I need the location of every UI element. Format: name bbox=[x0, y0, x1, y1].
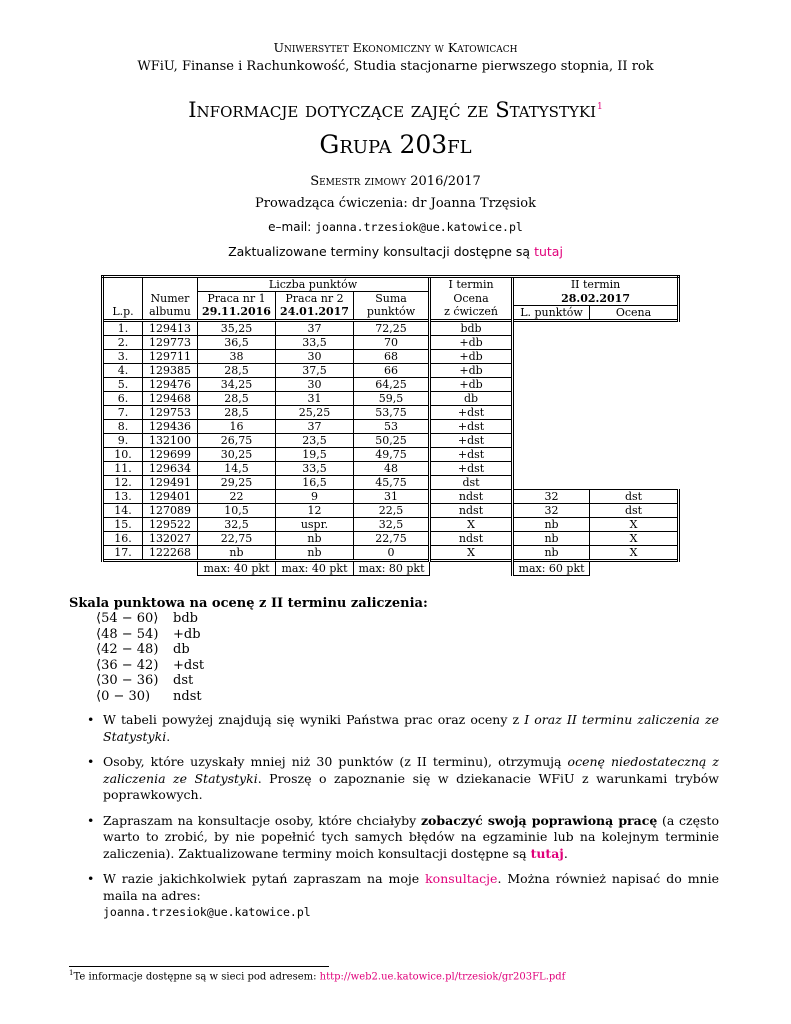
cell-suma: 66 bbox=[354, 363, 430, 377]
cell-ocena2: dst bbox=[590, 503, 679, 517]
cell-ocena1: bdb bbox=[430, 320, 513, 335]
cell-punkty2 bbox=[513, 433, 590, 447]
cell-suma: 70 bbox=[354, 335, 430, 349]
note-2: • Osoby, które uzyskały mniej niż 30 punktów (z II terminu), otrzymują ocenę niedostateczną z zaliczenia ze Statystyki. Proszę o zapoznanie się w dziekanacie WFiU z warunkami trybów poprawkowych. bbox=[89, 754, 719, 804]
cell-ocena1: db bbox=[430, 391, 513, 405]
cell-album: 129401 bbox=[143, 489, 198, 503]
cell-suma: 48 bbox=[354, 461, 430, 475]
consultation-page-link[interactable]: konsultacje bbox=[425, 871, 498, 886]
footnote: $^1$Te informacje dostępne są w sieci pod adresem: http://web2.ue.katowice.pl/trzesiok/gr203FL.pdf bbox=[69, 969, 566, 983]
cell-lp: 8. bbox=[103, 419, 143, 433]
cell-suma: 45,75 bbox=[354, 475, 430, 489]
table-row bbox=[103, 320, 679, 335]
title-footnote-link[interactable]: 1 bbox=[597, 102, 603, 112]
cell-ocena2 bbox=[590, 405, 679, 419]
scale-heading: Skala punktowa na ocenę z II terminu zaliczenia: bbox=[69, 596, 428, 611]
cell-lp: 11. bbox=[103, 461, 143, 475]
table-row bbox=[103, 531, 679, 545]
table-row bbox=[103, 503, 679, 517]
cell-praca1: 14,5 bbox=[198, 461, 276, 475]
cell-ocena1: ndst bbox=[430, 531, 513, 545]
cell-album: 129753 bbox=[143, 405, 198, 419]
cell-lp: 1. bbox=[103, 320, 143, 335]
cell-praca2: 9 bbox=[276, 489, 354, 503]
cell-praca2: 12 bbox=[276, 503, 354, 517]
cell-suma: 31 bbox=[354, 489, 430, 503]
cell-lp: 17. bbox=[103, 545, 143, 560]
note-3: • Zapraszam na konsultacje osoby, które chciałyby zobaczyć swoją poprawioną pracę (a często warto to zrobić, by nie popełnić tych samych błędów na egzaminie lub na kolejnym terminie zaliczenia). Zaktualizowane terminy moich konsultacji dostępne są tutaj. bbox=[89, 813, 719, 863]
cell-praca1: 36,5 bbox=[198, 335, 276, 349]
l-punktow-header: L. punktów bbox=[513, 305, 590, 320]
university-name: Uniwersytet Ekonomiczny w Katowicach bbox=[273, 40, 518, 55]
cell-lp: 3. bbox=[103, 349, 143, 363]
cell-album: 129476 bbox=[143, 377, 198, 391]
cell-album: 129413 bbox=[143, 320, 198, 335]
cell-ocena2 bbox=[590, 447, 679, 461]
cell-ocena1: ndst bbox=[430, 489, 513, 503]
table-row bbox=[103, 391, 679, 405]
cell-praca2: uspr. bbox=[276, 517, 354, 531]
cell-album: 132100 bbox=[143, 433, 198, 447]
cell-punkty2: nb bbox=[513, 517, 590, 531]
max-praca2: max: 40 pkt bbox=[276, 560, 354, 575]
cell-praca2: nb bbox=[276, 531, 354, 545]
cell-ocena2 bbox=[590, 461, 679, 475]
cell-album: 122268 bbox=[143, 545, 198, 560]
cell-punkty2 bbox=[513, 447, 590, 461]
cell-ocena2: dst bbox=[590, 489, 679, 503]
note-1: • W tabeli powyżej znajdują się wyniki Państwa prac oraz oceny z I oraz II terminu zaliczenia ze Statystyki. bbox=[89, 712, 719, 745]
cell-ocena1: +db bbox=[430, 349, 513, 363]
albumu-header: albumu bbox=[143, 305, 198, 320]
suma-header: Suma bbox=[354, 292, 430, 306]
cell-album: 129699 bbox=[143, 447, 198, 461]
cell-praca1: 28,5 bbox=[198, 405, 276, 419]
scale-range: ⟨48 − 54) bbox=[96, 626, 159, 642]
cell-album: 129773 bbox=[143, 335, 198, 349]
cell-ocena1: X bbox=[430, 545, 513, 560]
table-row bbox=[103, 335, 679, 349]
cell-punkty2 bbox=[513, 475, 590, 489]
cell-ocena1: X bbox=[430, 517, 513, 531]
scale-range: ⟨36 − 42) bbox=[96, 657, 159, 673]
scale-range: ⟨0 − 30) bbox=[96, 688, 151, 704]
points-group-header: Liczba punktów bbox=[198, 277, 430, 292]
cell-suma: 68 bbox=[354, 349, 430, 363]
cell-suma: 64,25 bbox=[354, 377, 430, 391]
cell-suma: 49,75 bbox=[354, 447, 430, 461]
grades-table bbox=[101, 275, 680, 576]
cell-lp: 12. bbox=[103, 475, 143, 489]
scale-grade: bdb bbox=[173, 611, 198, 626]
ocena-header: Ocena bbox=[430, 292, 513, 306]
cell-lp: 16. bbox=[103, 531, 143, 545]
cell-album: 129491 bbox=[143, 475, 198, 489]
cell-ocena2 bbox=[590, 419, 679, 433]
table-row bbox=[103, 377, 679, 391]
cell-punkty2 bbox=[513, 377, 590, 391]
scale-item bbox=[69, 627, 428, 643]
table-row bbox=[103, 489, 679, 503]
semester: Semestr zimowy 2016/2017 bbox=[310, 174, 481, 189]
cell-praca1: 16 bbox=[198, 419, 276, 433]
title-text: Informacje dotyczące zajęć ze Statystyki bbox=[188, 98, 596, 122]
cell-punkty2 bbox=[513, 349, 590, 363]
term1-header: I termin bbox=[430, 277, 513, 292]
cell-praca2: 23,5 bbox=[276, 433, 354, 447]
scale-item bbox=[69, 673, 428, 689]
cell-ocena2 bbox=[590, 433, 679, 447]
scale-item bbox=[69, 658, 428, 674]
scale-list bbox=[69, 611, 428, 704]
cell-praca1: 35,25 bbox=[198, 320, 276, 335]
cell-ocena2: X bbox=[590, 517, 679, 531]
cell-praca2: 25,25 bbox=[276, 405, 354, 419]
cell-punkty2 bbox=[513, 461, 590, 475]
cell-punkty2: 32 bbox=[513, 503, 590, 517]
footnote-url-link[interactable]: http://web2.ue.katowice.pl/trzesiok/gr203FL.pdf bbox=[319, 971, 566, 983]
cell-lp: 14. bbox=[103, 503, 143, 517]
table-row bbox=[103, 363, 679, 377]
cell-ocena2 bbox=[590, 320, 679, 335]
z-cwiczen-header: z ćwiczeń bbox=[430, 305, 513, 320]
cell-suma: 59,5 bbox=[354, 391, 430, 405]
cell-ocena2 bbox=[590, 363, 679, 377]
cell-ocena2: X bbox=[590, 531, 679, 545]
scale-grade: ndst bbox=[173, 688, 202, 704]
table-row bbox=[103, 545, 679, 560]
cell-ocena1: +db bbox=[430, 335, 513, 349]
cell-ocena1: +db bbox=[430, 377, 513, 391]
cell-praca1: 22,75 bbox=[198, 531, 276, 545]
cell-suma: 32,5 bbox=[354, 517, 430, 531]
scale-range: ⟨54 − 60⟩ bbox=[96, 611, 159, 626]
cell-praca2: 37,5 bbox=[276, 363, 354, 377]
cell-praca1: 28,5 bbox=[198, 363, 276, 377]
cell-praca1: 30,25 bbox=[198, 447, 276, 461]
cell-lp: 4. bbox=[103, 363, 143, 377]
cell-album: 129385 bbox=[143, 363, 198, 377]
cell-praca1: 29,25 bbox=[198, 475, 276, 489]
cell-praca1: 34,25 bbox=[198, 377, 276, 391]
cell-ocena1: +dst bbox=[430, 433, 513, 447]
cell-lp: 6. bbox=[103, 391, 143, 405]
cell-ocena1: +dst bbox=[430, 419, 513, 433]
cell-praca2: 30 bbox=[276, 377, 354, 391]
numer-header: Numer bbox=[143, 292, 198, 306]
cell-praca1: 22 bbox=[198, 489, 276, 503]
cell-album: 129634 bbox=[143, 461, 198, 475]
cell-ocena2 bbox=[590, 335, 679, 349]
cell-praca2: 31 bbox=[276, 391, 354, 405]
cell-ocena1: +db bbox=[430, 363, 513, 377]
department-line: WFiU, Finanse i Rachunkowość, Studia stacjonarne pierwszego stopnia, II rok bbox=[137, 59, 654, 74]
table-row bbox=[103, 461, 679, 475]
table-row bbox=[103, 517, 679, 531]
cell-album: 129711 bbox=[143, 349, 198, 363]
max-term2: max: 60 pkt bbox=[513, 560, 590, 575]
cell-ocena1: dst bbox=[430, 475, 513, 489]
scale-range: ⟨42 − 48) bbox=[96, 642, 159, 657]
scale-item bbox=[69, 689, 428, 705]
cell-praca1: 26,75 bbox=[198, 433, 276, 447]
cell-praca2: 33,5 bbox=[276, 461, 354, 475]
table-row bbox=[103, 447, 679, 461]
cell-suma: 22,5 bbox=[354, 503, 430, 517]
cell-lp: 9. bbox=[103, 433, 143, 447]
cell-ocena1: +dst bbox=[430, 447, 513, 461]
cell-praca2: 30 bbox=[276, 349, 354, 363]
praca1-header: Praca nr 1 bbox=[198, 292, 276, 306]
cell-ocena2 bbox=[590, 475, 679, 489]
cell-ocena1: +dst bbox=[430, 461, 513, 475]
cell-suma: 0 bbox=[354, 545, 430, 560]
cell-ocena1: ndst bbox=[430, 503, 513, 517]
consultation-link[interactable]: tutaj bbox=[530, 845, 564, 861]
cell-lp: 15. bbox=[103, 517, 143, 531]
max-suma: max: 80 pkt bbox=[354, 560, 430, 575]
cell-praca1: 28,5 bbox=[198, 391, 276, 405]
cell-lp: 5. bbox=[103, 377, 143, 391]
cell-album: 129468 bbox=[143, 391, 198, 405]
cell-praca2: nb bbox=[276, 545, 354, 560]
suma-header-2: punktów bbox=[354, 305, 430, 320]
email-label: e–mail: bbox=[268, 220, 312, 234]
cell-praca2: 19,5 bbox=[276, 447, 354, 461]
cell-suma: 22,75 bbox=[354, 531, 430, 545]
table-row bbox=[103, 349, 679, 363]
cell-lp: 13. bbox=[103, 489, 143, 503]
cell-punkty2 bbox=[513, 335, 590, 349]
scale-range: ⟨30 − 36) bbox=[96, 673, 159, 688]
group-title: Grupa 203fl bbox=[319, 130, 472, 159]
table-row bbox=[103, 405, 679, 419]
cell-praca1: 32,5 bbox=[198, 517, 276, 531]
cell-punkty2: 32 bbox=[513, 489, 590, 503]
cell-praca2: 16,5 bbox=[276, 475, 354, 489]
scale-grade: +db bbox=[173, 626, 201, 642]
update-notice bbox=[0, 244, 791, 259]
lecturer: Prowadząca ćwiczenia: dr Joanna Trzęsiok bbox=[255, 196, 536, 211]
cell-album: 132027 bbox=[143, 531, 198, 545]
cell-album: 127089 bbox=[143, 503, 198, 517]
cell-praca1: nb bbox=[198, 545, 276, 560]
scale-grade: dst bbox=[173, 673, 194, 688]
term2-header: II termin bbox=[513, 277, 679, 292]
cell-punkty2 bbox=[513, 391, 590, 405]
email-address: joanna.trzesiok@ue.katowice.pl bbox=[315, 220, 523, 234]
cell-suma: 50,25 bbox=[354, 433, 430, 447]
cell-praca2: 37 bbox=[276, 419, 354, 433]
table-row bbox=[103, 475, 679, 489]
cell-suma: 72,25 bbox=[354, 320, 430, 335]
notes-list bbox=[89, 712, 719, 930]
cell-ocena2: X bbox=[590, 545, 679, 560]
cell-lp: 10. bbox=[103, 447, 143, 461]
contact-email: joanna.trzesiok@ue.katowice.pl bbox=[103, 905, 311, 919]
cell-lp: 2. bbox=[103, 335, 143, 349]
note-4: • W razie jakichkolwiek pytań zapraszam na moje konsultacje. Można również napisać do mnie maila na adres: joanna.trzesiok@ue.katowice.pl bbox=[89, 871, 719, 921]
cell-suma: 53,75 bbox=[354, 405, 430, 419]
cell-punkty2 bbox=[513, 320, 590, 335]
cell-ocena2 bbox=[590, 349, 679, 363]
cell-praca2: 37 bbox=[276, 320, 354, 335]
scale-grade: db bbox=[173, 642, 190, 657]
cell-punkty2: nb bbox=[513, 531, 590, 545]
scale-item bbox=[69, 611, 428, 627]
cell-album: 129522 bbox=[143, 517, 198, 531]
grading-scale bbox=[69, 596, 428, 704]
cell-ocena1: +dst bbox=[430, 405, 513, 419]
cell-lp: 7. bbox=[103, 405, 143, 419]
praca2-date: 24.01.2017 bbox=[276, 305, 354, 320]
ocena2-header: Ocena bbox=[590, 305, 679, 320]
max-praca1: max: 40 pkt bbox=[198, 560, 276, 575]
cell-praca1: 38 bbox=[198, 349, 276, 363]
lp-header: L.p. bbox=[103, 305, 143, 320]
cell-praca1: 10,5 bbox=[198, 503, 276, 517]
email-line bbox=[0, 220, 791, 234]
cell-album: 129436 bbox=[143, 419, 198, 433]
footnote-divider bbox=[69, 966, 329, 967]
cell-praca2: 33,5 bbox=[276, 335, 354, 349]
cell-ocena2 bbox=[590, 377, 679, 391]
cell-punkty2 bbox=[513, 363, 590, 377]
cell-punkty2 bbox=[513, 405, 590, 419]
praca1-date: 29.11.2016 bbox=[198, 305, 276, 320]
scale-item bbox=[69, 642, 428, 658]
praca2-header: Praca nr 2 bbox=[276, 292, 354, 306]
table-row bbox=[103, 419, 679, 433]
update-link[interactable]: tutaj bbox=[534, 244, 563, 259]
term2-date: 28.02.2017 bbox=[513, 292, 679, 306]
cell-ocena2 bbox=[590, 391, 679, 405]
scale-grade: +dst bbox=[173, 657, 205, 673]
table-row bbox=[103, 433, 679, 447]
cell-punkty2: nb bbox=[513, 545, 590, 560]
cell-suma: 53 bbox=[354, 419, 430, 433]
update-text: Zaktualizowane terminy konsultacji dostępne są bbox=[228, 244, 531, 259]
page-title bbox=[0, 98, 791, 122]
cell-punkty2 bbox=[513, 419, 590, 433]
